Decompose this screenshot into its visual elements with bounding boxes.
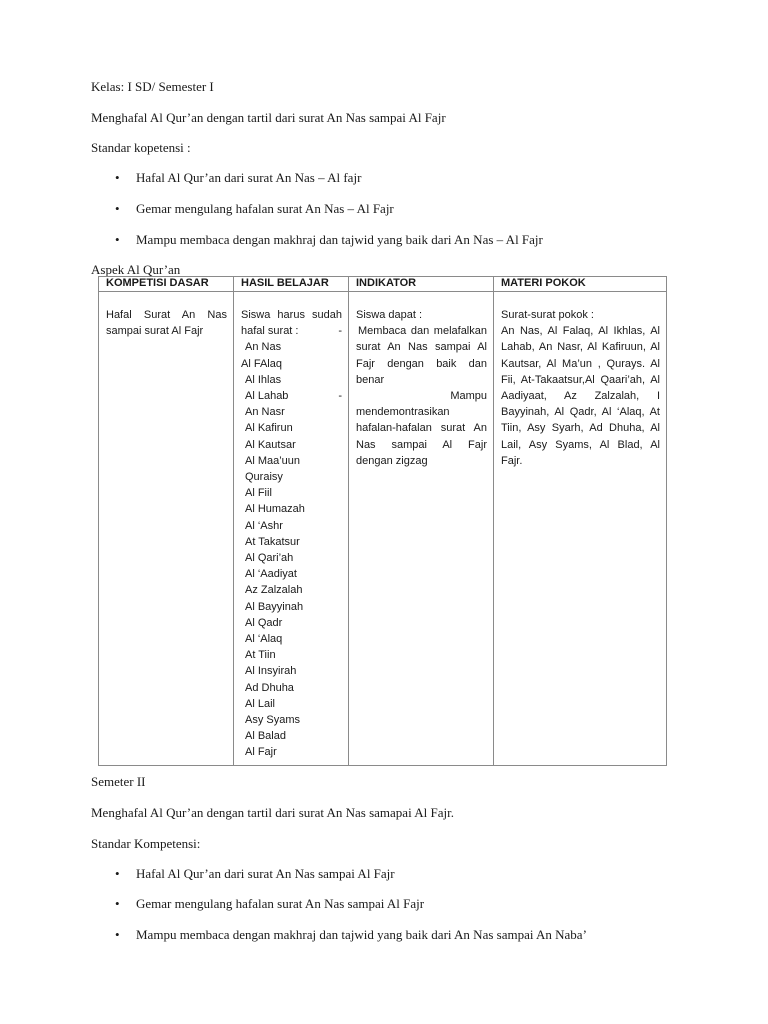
- surah-item: Al Qari’ah: [245, 552, 294, 565]
- surah-item: An Nasr: [245, 406, 285, 419]
- dash-marker: -: [338, 325, 342, 338]
- surah-item: Al Ihlas: [245, 373, 282, 386]
- cell-line: benar: [356, 373, 385, 386]
- surah-item: Al Humazah: [245, 503, 305, 516]
- surah-item: Al Balad: [245, 730, 286, 743]
- list-item: Hafal Al Qur’an dari surat An Nas – Al fajr: [136, 170, 362, 185]
- objective-title-2: Menghafal Al Qur’an dengan tartil dari surat An Nas samapai Al Fajr.: [91, 805, 454, 820]
- surah-item: Al ‘Ashr: [245, 519, 283, 532]
- surah-item: Al Lahab: [245, 390, 289, 403]
- list-item: Mampu membaca dengan makhraj dan tajwid yang baik dari An Nas sampai An Naba’: [136, 927, 587, 942]
- cell-materi-pokok: [494, 292, 667, 766]
- col-header-materi-pokok: MATERI POKOK: [494, 277, 667, 292]
- list-item: Gemar mengulang hafalan surat An Nas sampai Al Fajr: [136, 896, 425, 911]
- cell-line-row: [241, 323, 342, 339]
- standard-heading: Standar kopetensi :: [91, 140, 191, 155]
- table-header-row: [99, 277, 667, 292]
- col-header-hasil-belajar: HASIL BELAJAR: [234, 277, 349, 292]
- cell-line: mendemontrasikan: [356, 406, 450, 419]
- cell-line: An Nas, Al Falaq, Al Ikhlas, Al: [501, 325, 660, 338]
- aspect-heading: Aspek Al Qur’an: [91, 262, 181, 277]
- cell-line: Surat-surat pokok :: [501, 309, 594, 321]
- bullet-marker: •: [115, 927, 120, 942]
- surah-item: Az Zalzalah: [245, 584, 303, 597]
- cell-line: Lail, Asy Syams, Al Blad, Al: [501, 438, 660, 451]
- cell-line: Nas sampai Al Fajr: [356, 438, 487, 451]
- cell-line: Hafal Surat An Nas: [106, 309, 227, 321]
- col-header-kompetisi-dasar: KOMPETISI DASAR: [99, 277, 234, 292]
- dash-marker: -: [338, 390, 342, 403]
- surah-item: At Takatsur: [245, 535, 300, 548]
- cell-line: hafalan-hafalan surat An: [356, 422, 487, 435]
- surah-item: At Tiin: [245, 649, 276, 662]
- surah-item: Al Kautsar: [245, 438, 296, 451]
- surah-item: Al Fiil: [245, 487, 272, 500]
- surah-item: Al Kafirun: [245, 422, 293, 435]
- cell-line: Fajr dengan baik dan: [356, 357, 487, 370]
- bullet-marker: •: [115, 201, 120, 216]
- bullet-marker: •: [115, 896, 120, 911]
- cell-line: dengan zigzag: [356, 454, 428, 467]
- cell-line: Aadiyaat, Az Zalzalah, I: [501, 390, 660, 403]
- cell-line: Fajr.: [501, 454, 523, 467]
- class-heading: Kelas: I SD/ Semester I: [91, 79, 214, 94]
- surah-item: Asy Syams: [245, 714, 301, 727]
- cell-kompetisi-dasar: [99, 292, 234, 766]
- surah-item: Ad Dhuha: [245, 681, 294, 694]
- cell-line: Membaca dan melafalkan: [358, 325, 487, 338]
- cell-line: Siswa harus sudah: [241, 309, 342, 321]
- list-item: Hafal Al Qur’an dari surat An Nas sampai Al Fajr: [136, 866, 395, 881]
- surah-item: Al Fajr: [245, 746, 277, 759]
- bullet-marker: •: [115, 232, 120, 247]
- cell-line: Tiin, Asy Syarh, Ad Dhuha, Al: [501, 422, 660, 435]
- bullet-marker: •: [115, 170, 120, 185]
- surah-item: Al ‘Aadiyat: [245, 568, 297, 581]
- cell-line: Mampu: [450, 390, 487, 403]
- cell-line: surat An Nas sampai Al: [356, 341, 487, 354]
- standard-heading-2: Standar Kompetensi:: [91, 836, 201, 851]
- surah-item: Al Lail: [245, 697, 275, 710]
- table-row: [99, 292, 667, 766]
- surah-item: Al FAlaq: [241, 357, 282, 370]
- cell-line: Bayyinah, Al Qadr, Al ‘Alaq, At: [501, 406, 660, 419]
- cell-indikator: [349, 292, 494, 766]
- cell-hasil-belajar: [234, 292, 349, 766]
- surah-item: Al ‘Alaq: [245, 633, 283, 646]
- list-item: Gemar mengulang hafalan surat An Nas – Al Fajr: [136, 201, 394, 216]
- cell-line: Siswa dapat :: [356, 309, 423, 321]
- list-item: Mampu membaca dengan makhraj dan tajwid yang baik dari An Nas – Al Fajr: [136, 232, 543, 247]
- surah-item: Quraisy: [245, 471, 283, 484]
- cell-line: Fii, At-Takaatsur,Al Qaari’ah, Al: [501, 373, 660, 386]
- curriculum-table: [98, 276, 667, 766]
- cell-line: Lahab, An Nasr, Al Kafiruun, Al: [501, 341, 660, 354]
- semester-heading: Semeter II: [91, 774, 146, 789]
- surah-item: Al Bayyinah: [245, 600, 304, 613]
- cell-line: sampai surat Al Fajr: [106, 325, 204, 338]
- surah-item-row: [241, 388, 342, 404]
- cell-line: Kautsar, Al Ma’un , Qurays. Al: [501, 357, 660, 370]
- surah-item: Al Qadr: [245, 616, 283, 629]
- surah-item: Al Maa’uun: [245, 454, 301, 467]
- surah-item: Al Insyirah: [245, 665, 297, 678]
- surah-item: An Nas: [245, 341, 282, 354]
- cell-line: hafal surat :: [241, 325, 299, 338]
- objective-title: Menghafal Al Qur’an dengan tartil dari surat An Nas sampai Al Fajr: [91, 110, 446, 125]
- col-header-indikator: INDIKATOR: [349, 277, 494, 292]
- bullet-marker: •: [115, 866, 120, 881]
